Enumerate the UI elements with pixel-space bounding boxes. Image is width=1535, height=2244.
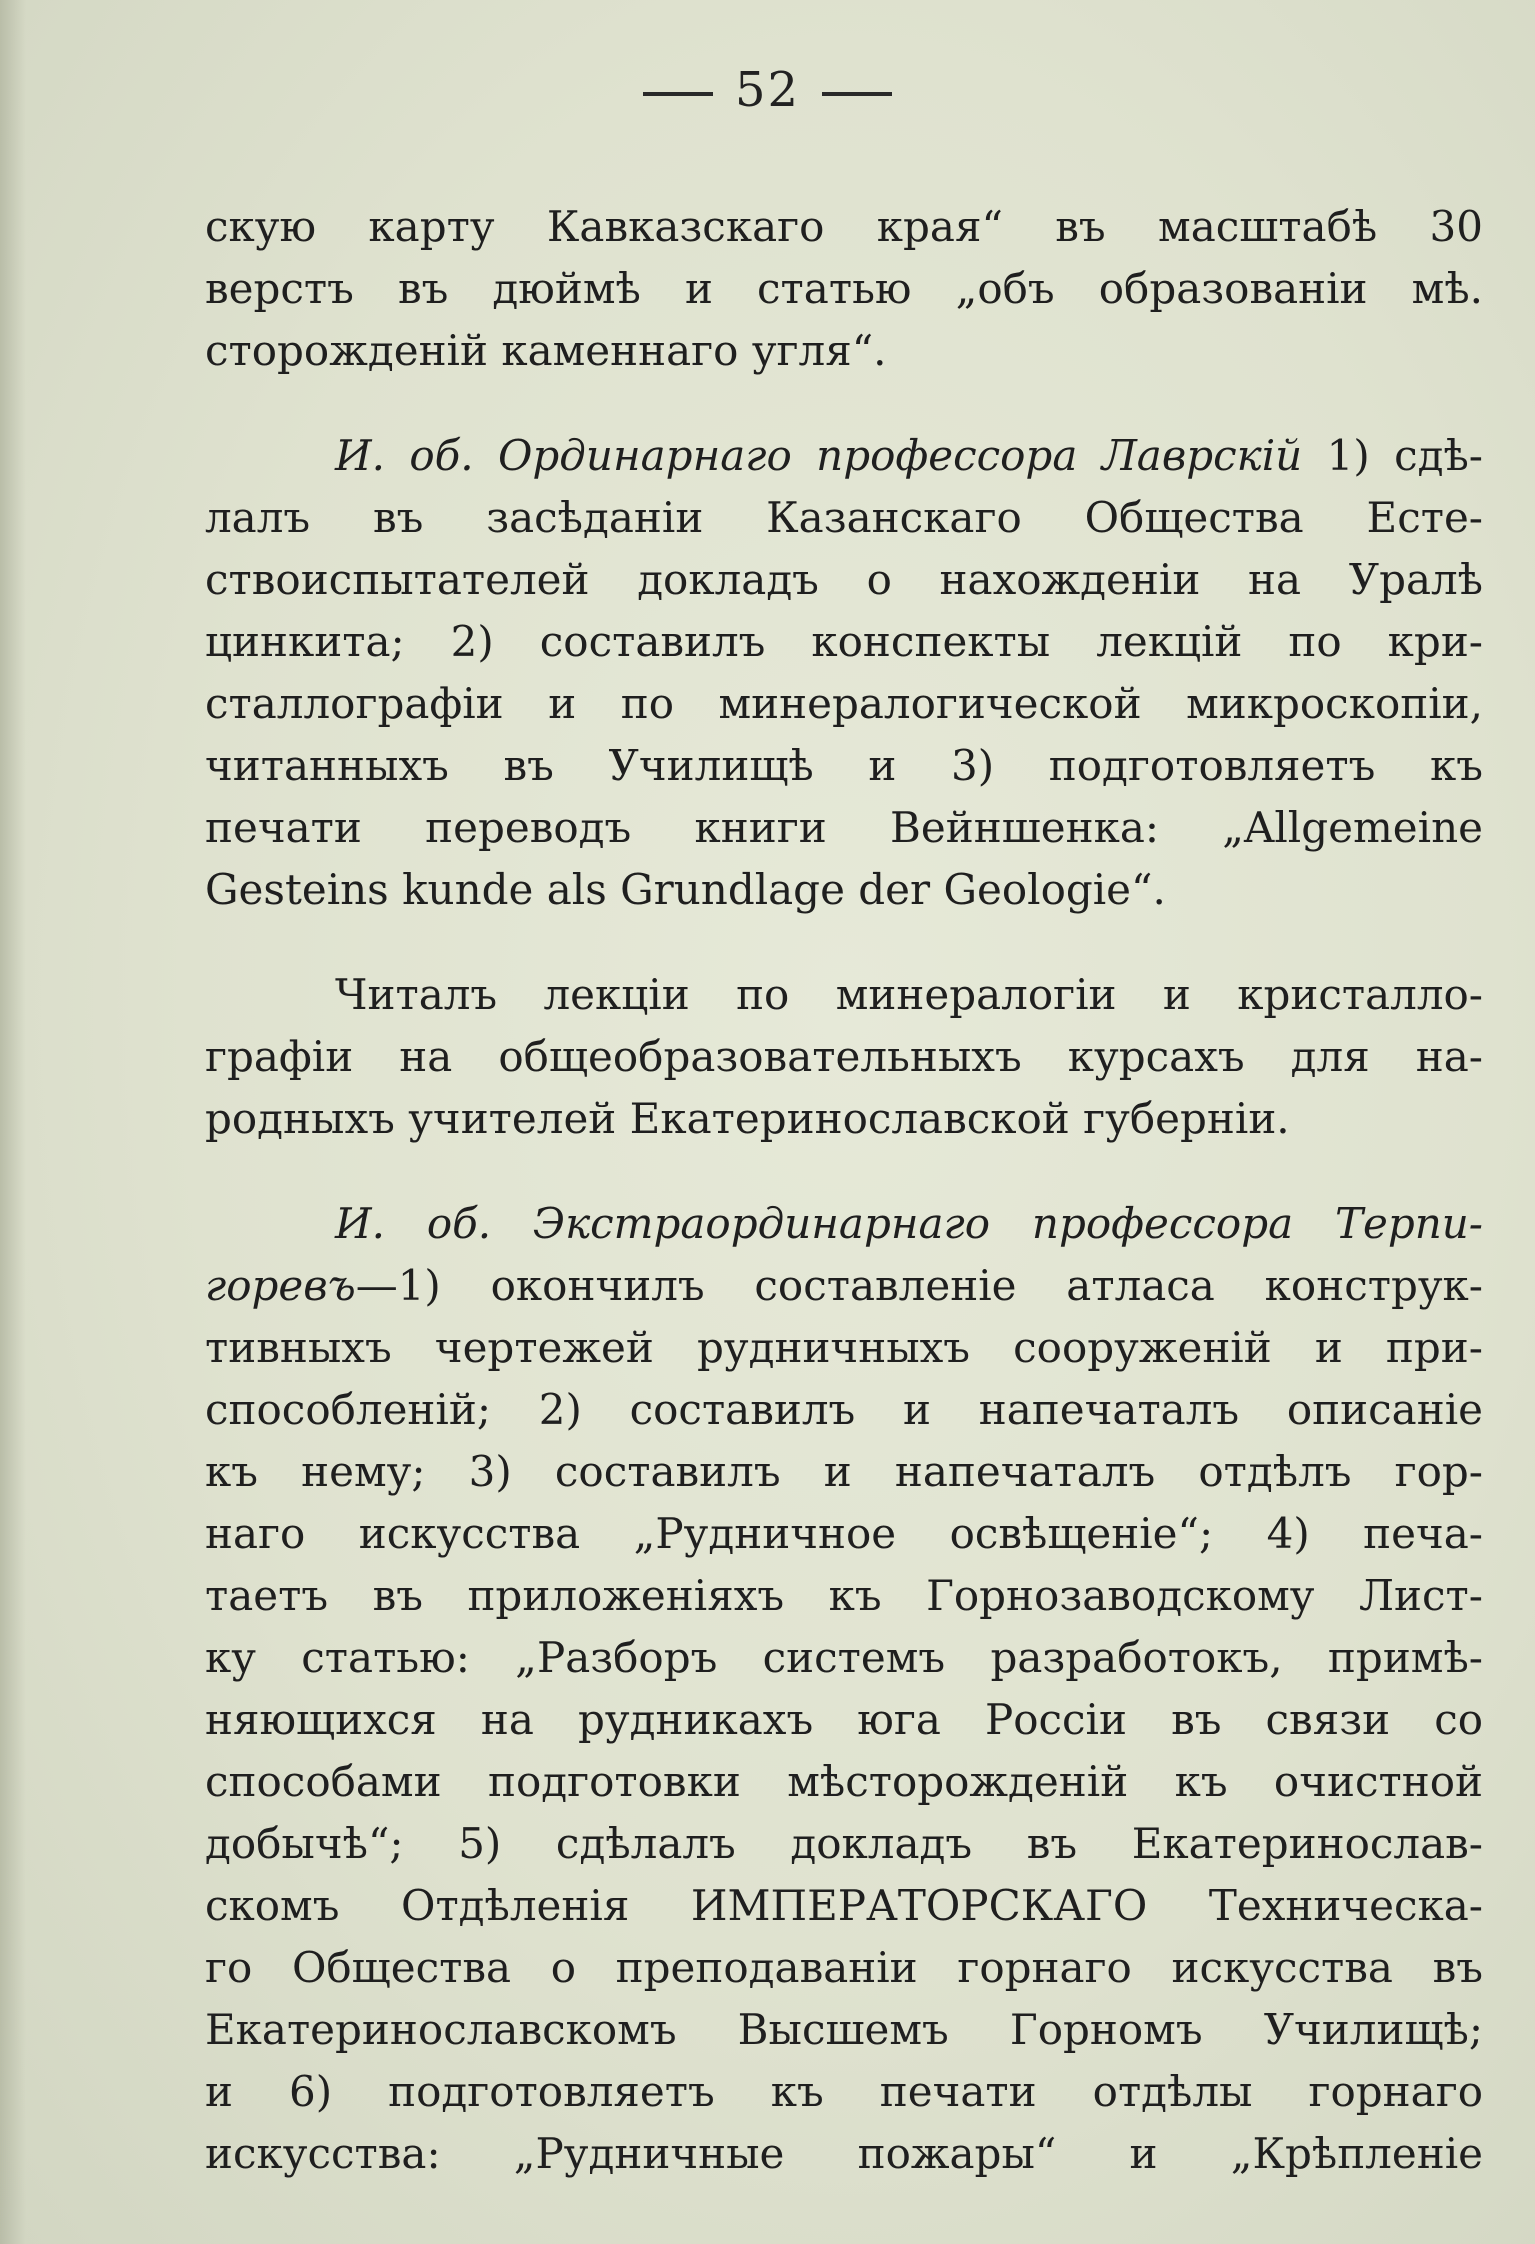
italic-heading: И. об. Экстраординарнаго профессора Терпи- xyxy=(335,1199,1483,1248)
text-line: горевъ—1) окончилъ составленіе атласа конструк- xyxy=(205,1261,1483,1310)
italic-heading: И. об. Ординарнаго профессора Лаврскій xyxy=(335,431,1303,480)
text-line: цинкита; 2) составилъ конспекты лекцій по кри- xyxy=(205,617,1483,666)
paragraph-map-and-coal-article xyxy=(205,196,1483,382)
text-line: тивныхъ чертежей рудничныхъ сооруженій и при- xyxy=(205,1323,1483,1372)
text-line xyxy=(205,1193,1483,1255)
text-line: лалъ въ засѣданіи Казанскаго Общества Есте- xyxy=(205,493,1483,542)
text-line: и 6) подготовляетъ къ печати отдѣлы горнаго xyxy=(205,2067,1483,2116)
text-line: ку статью: „Разборъ системъ разработокъ, примѣ- xyxy=(205,1633,1483,1682)
text-line: ствоиспытателей докладъ о нахожденіи на Уралѣ xyxy=(205,555,1483,604)
text-line: сталлографіи и по минералогической микроскопіи, xyxy=(205,679,1483,728)
text-line: наго искусства „Рудничное освѣщеніе“; 4) печа- xyxy=(205,1509,1483,1558)
text-line: читанныхъ въ Училищѣ и 3) подготовляетъ къ xyxy=(205,741,1483,790)
text-line: таетъ въ приложеніяхъ къ Горнозаводскому Лист- xyxy=(205,1571,1483,1620)
text-line: верстъ въ дюймѣ и статью „объ образованіи мѣ. xyxy=(205,264,1483,313)
text-line: родныхъ учителей Екатеринославской губерніи. xyxy=(205,1094,1290,1143)
text-line: скомъ Отдѣленія ИМПЕРАТОРСКАГО Техническа- xyxy=(205,1881,1483,1930)
left-dash-ornament xyxy=(643,92,713,96)
text-line: графіи на общеобразовательныхъ курсахъ для на- xyxy=(205,1032,1483,1081)
italic-name: горевъ xyxy=(205,1261,356,1310)
paragraph-lectures xyxy=(205,964,1483,1150)
text-line: Gesteins kunde als Grundlage der Geologie“. xyxy=(205,865,1166,914)
text-line: И. об. Ординарнаго профессора Лаврскій 1) сдѣ- xyxy=(335,431,1483,480)
text-line: къ нему; 3) составилъ и напечаталъ отдѣлъ гор- xyxy=(205,1447,1483,1496)
text-line: сторожденій каменнаго угля“. xyxy=(205,326,887,375)
text-line: способами подготовки мѣсторожденій къ очистной xyxy=(205,1757,1483,1806)
paragraph-terpigorev xyxy=(205,1193,1483,2185)
right-dash-ornament xyxy=(822,92,892,96)
text-line: го Общества о преподаваніи горнаго искусства въ xyxy=(205,1943,1483,1992)
body-text xyxy=(205,196,1483,2185)
text-line: Екатеринославскомъ Высшемъ Горномъ Училищѣ; xyxy=(205,2005,1483,2054)
text-line: няющихся на рудникахъ юга Россіи въ связи со xyxy=(205,1695,1483,1744)
text-line: Читалъ лекціи по минералогіи и кристалло- xyxy=(335,970,1483,1019)
text-line: печати переводъ книги Вейншенка: „Allgemeine xyxy=(205,803,1483,852)
text-line: способленій; 2) составилъ и напечаталъ описаніе xyxy=(205,1385,1483,1434)
page-number-header xyxy=(0,62,1535,118)
text-line: искусства: „Рудничные пожары“ и „Крѣпленіе xyxy=(205,2129,1483,2178)
text-line: скую карту Кавказскаго края“ въ масштабѣ 30 xyxy=(205,202,1483,251)
page-number: 52 xyxy=(734,62,801,118)
text-line: добычѣ“; 5) сдѣлалъ докладъ въ Екатеринослав- xyxy=(205,1819,1483,1868)
paragraph-lavrsky xyxy=(205,425,1483,921)
